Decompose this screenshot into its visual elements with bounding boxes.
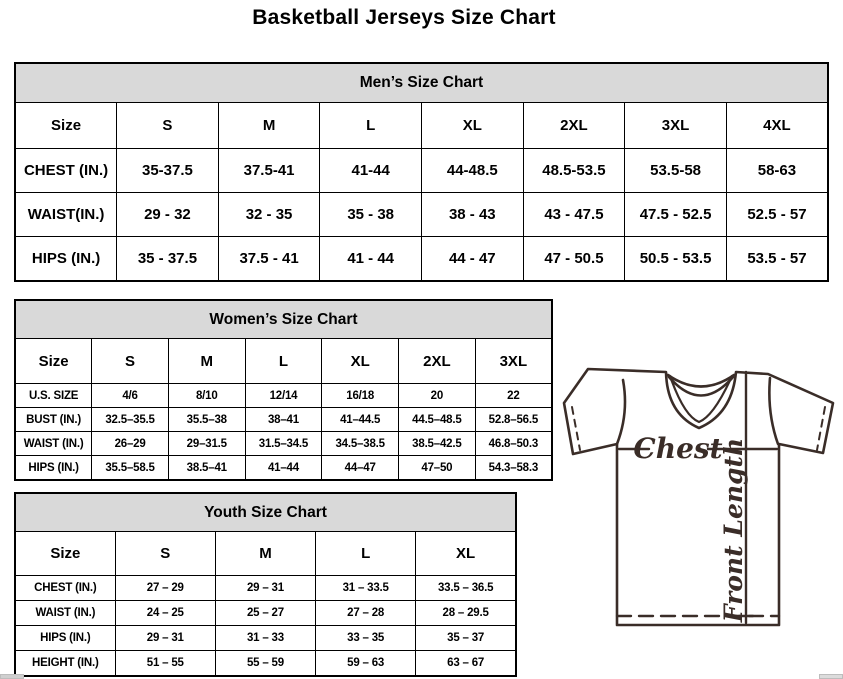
size-cell: 44-48.5 <box>422 149 524 193</box>
row-label: HEIGHT (IN.) <box>15 651 115 677</box>
row-label: WAIST(IN.) <box>15 193 117 237</box>
size-cell: 34.5–38.5 <box>322 432 399 456</box>
size-cell: 41-44 <box>320 149 422 193</box>
front-length-label: Front Length <box>719 437 748 623</box>
column-header: 3XL <box>625 103 727 149</box>
size-cell: 52.5 - 57 <box>726 193 828 237</box>
column-header: XL <box>322 339 399 384</box>
mens-size-table <box>14 62 829 282</box>
table-row <box>15 237 828 282</box>
size-cell: 51 – 55 <box>115 651 215 677</box>
size-cell: 54.3–58.3 <box>475 456 552 481</box>
table-title-row <box>15 300 552 339</box>
row-label: U.S. SIZE <box>15 384 92 408</box>
size-cell: 24 – 25 <box>115 601 215 626</box>
table-row <box>15 651 516 677</box>
jersey-measurement-diagram <box>556 358 843 679</box>
size-cell: 47.5 - 52.5 <box>625 193 727 237</box>
size-cell: 41–44 <box>245 456 322 481</box>
size-cell: 31.5–34.5 <box>245 432 322 456</box>
column-header: XL <box>416 532 516 576</box>
horizontal-scrollbar-fragment-right[interactable] <box>819 674 843 679</box>
size-cell: 63 – 67 <box>416 651 516 677</box>
size-cell: 46.8–50.3 <box>475 432 552 456</box>
size-cell: 59 – 63 <box>316 651 416 677</box>
column-header: S <box>117 103 219 149</box>
size-cell: 53.5-58 <box>625 149 727 193</box>
column-header: M <box>218 103 320 149</box>
table-title: Youth Size Chart <box>15 493 516 532</box>
column-header: 2XL <box>523 103 625 149</box>
size-cell: 35-37.5 <box>117 149 219 193</box>
size-cell: 33.5 – 36.5 <box>416 576 516 601</box>
table-title-row <box>15 493 516 532</box>
column-header: XL <box>422 103 524 149</box>
size-cell: 20 <box>399 384 476 408</box>
row-label: HIPS (IN.) <box>15 626 115 651</box>
column-header: 3XL <box>475 339 552 384</box>
size-cell: 55 – 59 <box>215 651 315 677</box>
size-cell: 41 - 44 <box>320 237 422 282</box>
column-header: Size <box>15 339 92 384</box>
size-cell: 35.5–38 <box>168 408 245 432</box>
size-cell: 44.5–48.5 <box>399 408 476 432</box>
size-cell: 27 – 28 <box>316 601 416 626</box>
size-cell: 29 – 31 <box>115 626 215 651</box>
chest-label: Chest <box>633 432 723 465</box>
table-row <box>15 576 516 601</box>
table-row <box>15 384 552 408</box>
column-header: 2XL <box>399 339 476 384</box>
size-cell: 35 - 37.5 <box>117 237 219 282</box>
size-cell: 8/10 <box>168 384 245 408</box>
size-cell: 29 – 31 <box>215 576 315 601</box>
column-header: M <box>215 532 315 576</box>
row-label: HIPS (IN.) <box>15 237 117 282</box>
size-cell: 44 - 47 <box>422 237 524 282</box>
table-row <box>15 626 516 651</box>
size-cell: 33 – 35 <box>316 626 416 651</box>
size-cell: 38 - 43 <box>422 193 524 237</box>
size-cell: 44–47 <box>322 456 399 481</box>
size-cell: 32.5–35.5 <box>92 408 169 432</box>
size-cell: 12/14 <box>245 384 322 408</box>
column-header: Size <box>15 532 115 576</box>
row-label: BUST (IN.) <box>15 408 92 432</box>
size-cell: 32 - 35 <box>218 193 320 237</box>
jersey-outline-icon <box>556 358 843 679</box>
size-cell: 35.5–58.5 <box>92 456 169 481</box>
size-cell: 48.5-53.5 <box>523 149 625 193</box>
table-header-row <box>15 103 828 149</box>
size-cell: 25 – 27 <box>215 601 315 626</box>
column-header: S <box>92 339 169 384</box>
size-cell: 58-63 <box>726 149 828 193</box>
size-cell: 41–44.5 <box>322 408 399 432</box>
table-header-row <box>15 339 552 384</box>
row-label: WAIST (IN.) <box>15 601 115 626</box>
row-label: HIPS (IN.) <box>15 456 92 481</box>
table-title: Men’s Size Chart <box>15 63 828 103</box>
size-cell: 38.5–42.5 <box>399 432 476 456</box>
table-row <box>15 601 516 626</box>
womens-size-table <box>14 299 553 481</box>
size-cell: 35 - 38 <box>320 193 422 237</box>
table-row <box>15 432 552 456</box>
size-cell: 29 - 32 <box>117 193 219 237</box>
size-cell: 38–41 <box>245 408 322 432</box>
column-header: L <box>245 339 322 384</box>
column-header: Size <box>15 103 117 149</box>
row-label: CHEST (IN.) <box>15 149 117 193</box>
row-label: WAIST (IN.) <box>15 432 92 456</box>
size-cell: 31 – 33.5 <box>316 576 416 601</box>
size-cell: 52.8–56.5 <box>475 408 552 432</box>
size-cell: 53.5 - 57 <box>726 237 828 282</box>
size-cell: 27 – 29 <box>115 576 215 601</box>
size-cell: 37.5-41 <box>218 149 320 193</box>
page-title: Basketball Jerseys Size Chart <box>252 6 556 29</box>
table-row <box>15 408 552 432</box>
table-header-row <box>15 532 516 576</box>
size-cell: 29–31.5 <box>168 432 245 456</box>
column-header: L <box>316 532 416 576</box>
column-header: 4XL <box>726 103 828 149</box>
column-header: M <box>168 339 245 384</box>
size-cell: 35 – 37 <box>416 626 516 651</box>
horizontal-scrollbar-fragment-left[interactable] <box>0 674 24 679</box>
size-cell: 31 – 33 <box>215 626 315 651</box>
row-label: CHEST (IN.) <box>15 576 115 601</box>
size-cell: 26–29 <box>92 432 169 456</box>
size-cell: 16/18 <box>322 384 399 408</box>
table-title-row <box>15 63 828 103</box>
size-cell: 47 - 50.5 <box>523 237 625 282</box>
size-cell: 50.5 - 53.5 <box>625 237 727 282</box>
table-row <box>15 149 828 193</box>
column-header: L <box>320 103 422 149</box>
size-cell: 38.5–41 <box>168 456 245 481</box>
size-cell: 4/6 <box>92 384 169 408</box>
size-cell: 37.5 - 41 <box>218 237 320 282</box>
size-cell: 28 – 29.5 <box>416 601 516 626</box>
youth-size-table <box>14 492 517 677</box>
table-row <box>15 456 552 481</box>
size-cell: 43 - 47.5 <box>523 193 625 237</box>
column-header: S <box>115 532 215 576</box>
table-title: Women’s Size Chart <box>15 300 552 339</box>
table-row <box>15 193 828 237</box>
size-cell: 22 <box>475 384 552 408</box>
size-cell: 47–50 <box>399 456 476 481</box>
